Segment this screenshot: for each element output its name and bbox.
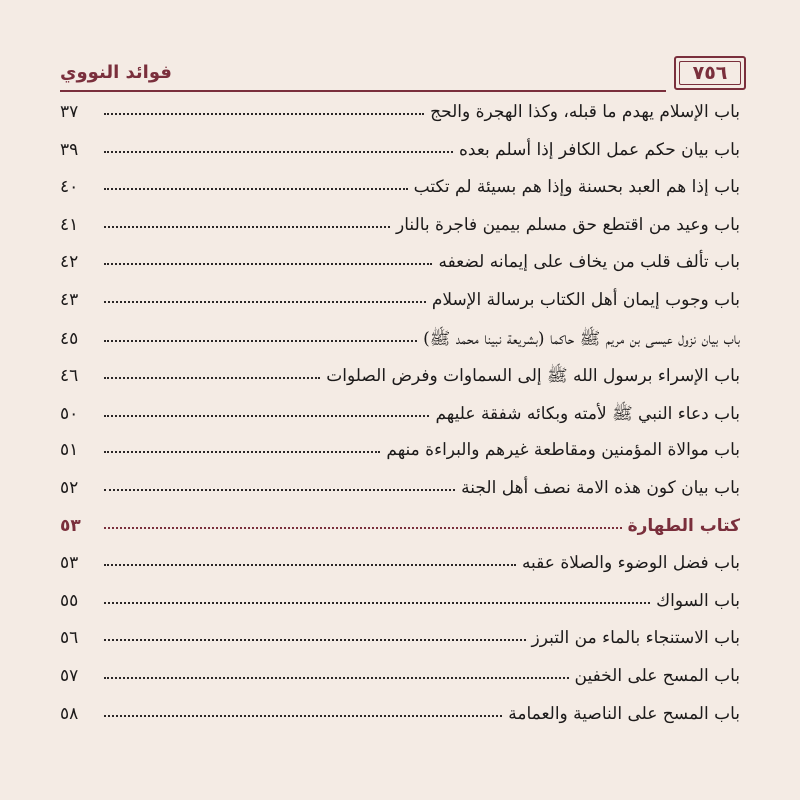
toc-entry-title: باب المسح على الخفين: [574, 665, 740, 686]
toc-entry: [60, 478, 740, 516]
toc-entry-page: ٥٣: [60, 553, 79, 574]
toc-entry: [60, 252, 740, 290]
toc-entry-title: باب وعيد من اقتطع حق مسلم بيمين فاجرة بالنار: [396, 214, 740, 235]
toc-entry: [60, 591, 740, 629]
toc-entry: [60, 328, 740, 366]
toc-entry-title: باب الاستنجاء بالماء من التبرز: [531, 628, 740, 649]
toc-entry: [60, 704, 740, 742]
toc-entry-title: باب موالاة المؤمنين ومقاطعة غيرهم والبراءة منهم: [386, 440, 740, 461]
dot-leader: [104, 552, 516, 566]
toc-entry-page: ٥٢: [60, 477, 79, 498]
toc-entry-title: باب إذا هم العبد بحسنة وإذا هم بسيئة لم تكتب: [413, 177, 740, 198]
header-rule: [60, 90, 666, 92]
dot-leader: [104, 627, 526, 641]
toc-entry-page: ٥٧: [60, 665, 79, 686]
toc-entry-page: ٤٥: [60, 328, 79, 349]
dot-leader: [104, 101, 424, 115]
toc-entry-title: باب بيان نزول عيسى بن مريم ﷺ حاكما (بشريعة نبينا محمد ﷺ): [423, 328, 740, 349]
toc-entry-title: باب بيان كون هذه الامة نصف أهل الجنة: [461, 477, 740, 498]
dot-leader: [104, 703, 502, 717]
toc-entry-title: باب فضل الوضوء والصلاة عقبه: [521, 553, 740, 574]
dot-leader: [104, 590, 650, 604]
dot-leader: [104, 403, 429, 417]
dot-leader: [104, 139, 453, 153]
toc-entry-page: ٤٢: [60, 252, 79, 273]
table-of-contents: [60, 102, 740, 741]
toc-entry-title: باب المسح على الناصية والعمامة: [508, 703, 740, 724]
toc-entry-page: ٤٦: [60, 366, 79, 387]
toc-entry: [60, 290, 740, 328]
toc-entry-page: ٥٨: [60, 703, 79, 724]
toc-entry-page: ٥١: [60, 440, 79, 461]
dot-leader: [104, 477, 455, 491]
toc-entry: [60, 553, 740, 591]
toc-entry: [60, 365, 740, 403]
toc-entry: [60, 102, 740, 140]
toc-entry-title: باب وجوب إيمان أهل الكتاب برسالة الإسلام: [431, 289, 740, 310]
toc-entry-page: ٣٧: [60, 102, 79, 122]
toc-entry-page: ٥٠: [60, 403, 79, 424]
toc-entry-title: باب السواك: [656, 590, 740, 611]
page-number: ٧٥٦: [692, 62, 728, 84]
toc-entry: [60, 440, 740, 478]
toc-entry-title: باب بيان حكم عمل الكافر إذا أسلم بعده: [459, 139, 740, 160]
dot-leader: [104, 214, 390, 228]
toc-entry-page: ٣٩: [60, 139, 79, 160]
toc-entry-title: باب تألف قلب من يخاف على إيمانه لضعفه: [438, 252, 740, 273]
toc-entry: [60, 403, 740, 441]
dot-leader: [104, 439, 380, 453]
toc-entry-page: ٤٣: [60, 289, 79, 310]
dot-leader: [104, 665, 569, 679]
toc-entry-page: ٤١: [60, 214, 79, 235]
dot-leader: [104, 515, 622, 529]
dot-leader: [104, 365, 320, 379]
page-header: [60, 56, 746, 96]
toc-entry-page: ٥٣: [60, 515, 81, 536]
toc-entry: [60, 177, 740, 215]
dot-leader: [104, 289, 426, 303]
toc-section-heading: [60, 516, 740, 554]
toc-entry-title: باب الإسراء برسول الله ﷺ إلى السماوات وفرض الصلوات: [326, 366, 740, 387]
dot-leader: [104, 251, 432, 265]
toc-entry-page: ٥٦: [60, 628, 79, 649]
toc-entry-title: باب الإسلام يهدم ما قبله، وكذا الهجرة والحج: [430, 102, 740, 122]
toc-entry-page: ٤٠: [60, 177, 79, 198]
toc-entry-title: كتاب الطهارة: [627, 515, 740, 536]
toc-entry: [60, 140, 740, 178]
dot-leader: [104, 328, 417, 342]
toc-entry-page: ٥٥: [60, 590, 79, 611]
toc-entry: [60, 666, 740, 704]
book-title: فوائد النووي: [60, 62, 172, 83]
toc-entry: [60, 628, 740, 666]
toc-entry: [60, 215, 740, 253]
toc-entry-title: باب دعاء النبي ﷺ لأمته وبكائه شفقة عليهم: [435, 403, 740, 424]
dot-leader: [104, 176, 408, 190]
page-number-badge: [674, 56, 746, 90]
